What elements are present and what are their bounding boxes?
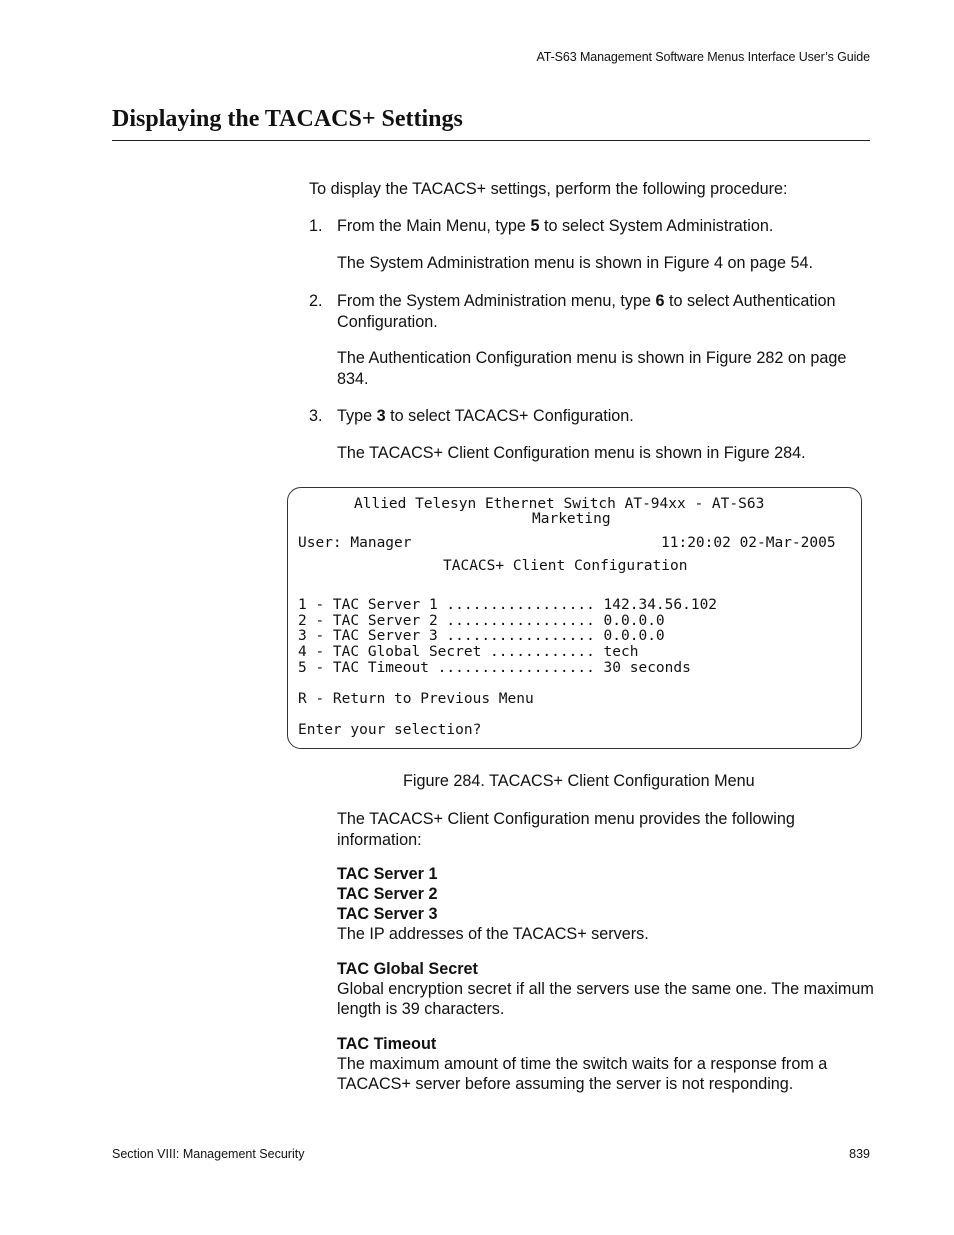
desc-tac-timeout: The maximum amount of time the switch waits for a response from a TACACS+ server before assuming the server is not responding. [337, 1055, 828, 1093]
screen-user: User: Manager [298, 535, 412, 551]
step-key: 5 [530, 217, 540, 235]
term-tac-server-3: TAC Server 3 [337, 905, 438, 923]
step-text: From the Main Menu, type 5 to select System Administration. [337, 217, 774, 235]
terminal-screen [287, 487, 862, 749]
term-tac-timeout: TAC Timeout [337, 1035, 437, 1053]
step-2 [309, 291, 874, 333]
term-tac-server-2: TAC Server 2 [337, 885, 438, 903]
step-number: 1. [309, 217, 323, 235]
page-number: 839 [849, 1147, 870, 1161]
menu-option-tac-server-1[interactable]: 1 - TAC Server 1 ................. 142.34.56.102 [298, 597, 718, 613]
step-text: Type 3 to select TACACS+ Configuration. [337, 407, 634, 425]
menu-option-tac-global-secret[interactable]: 4 - TAC Global Secret ............ tech [298, 644, 639, 660]
step-3 [309, 406, 874, 427]
step-key: 6 [655, 292, 665, 310]
selection-prompt[interactable]: Enter your selection? [298, 722, 482, 738]
term-tac-global-secret: TAC Global Secret [337, 960, 478, 978]
screen-location: Marketing [532, 511, 611, 527]
figure-caption: Figure 284. TACACS+ Client Configuration Menu [403, 772, 755, 790]
menu-option-tac-server-3[interactable]: 3 - TAC Server 3 ................. 0.0.0.0 [298, 628, 665, 644]
screen-datetime: 11:20:02 02-Mar-2005 [661, 535, 836, 551]
menu-option-tac-timeout[interactable]: 5 - TAC Timeout .................. 30 seconds [298, 660, 691, 676]
intro-paragraph: To display the TACACS+ settings, perform the following procedure: [309, 180, 788, 198]
menu-option-tac-server-2[interactable]: 2 - TAC Server 2 ................. 0.0.0.0 [298, 613, 665, 629]
step-1 [309, 216, 874, 237]
term-tac-server-1: TAC Server 1 [337, 865, 438, 883]
step-1-note: The System Administration menu is shown in Figure 4 on page 54. [337, 254, 813, 272]
running-header: AT-S63 Management Software Menus Interface User’s Guide [536, 50, 870, 64]
step-3-note: The TACACS+ Client Configuration menu is shown in Figure 284. [337, 444, 806, 462]
screen-menu-title: TACACS+ Client Configuration [443, 558, 688, 574]
step-number: 2. [309, 292, 323, 310]
desc-tac-servers: The IP addresses of the TACACS+ servers. [337, 925, 649, 943]
title-rule [112, 140, 870, 141]
footer-section: Section VIII: Management Security [112, 1147, 305, 1161]
step-2-note: The Authentication Configuration menu is shown in Figure 282 on page 834. [337, 349, 847, 388]
menu-option-return[interactable]: R - Return to Previous Menu [298, 691, 534, 707]
desc-tac-global-secret: Global encryption secret if all the servers use the same one. The maximum length is 39 characters. [337, 980, 874, 1018]
section-title: Displaying the TACACS+ Settings [112, 106, 463, 132]
screen-banner: Allied Telesyn Ethernet Switch AT-94xx - AT-S63 [354, 496, 765, 512]
step-key: 3 [376, 407, 386, 425]
step-number: 3. [309, 407, 323, 425]
description-intro: The TACACS+ Client Configuration menu provides the following information: [337, 810, 795, 849]
step-text: From the System Administration menu, type 6 to select Authentication Configuration. [337, 292, 836, 331]
